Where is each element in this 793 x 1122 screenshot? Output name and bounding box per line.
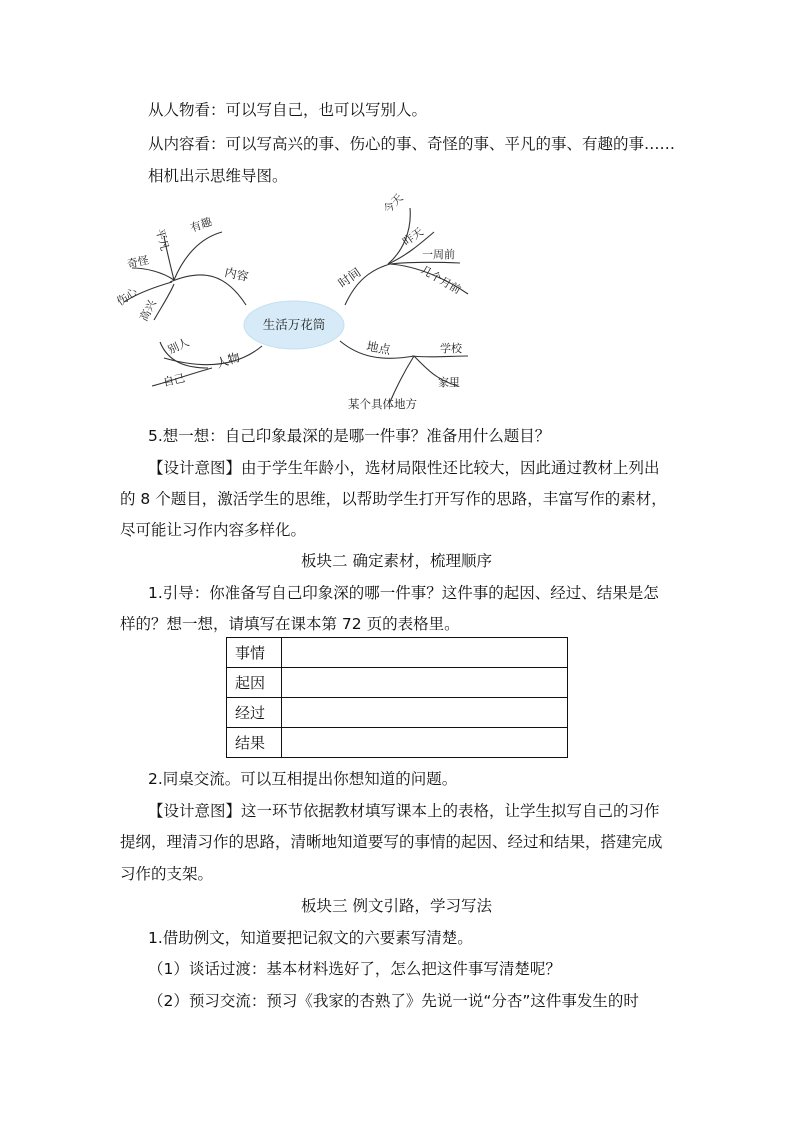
table-label-qiyin: 起因 bbox=[227, 668, 282, 698]
guide-line-1: 1.引导：你准备写自己印象深的哪一件事？这件事的起因、经过、结果是怎 bbox=[148, 584, 659, 602]
leaf-ziji: 自己 bbox=[161, 371, 187, 389]
table-cell-shiqing bbox=[282, 638, 568, 668]
paragraph-mindmap-intro: 相机出示思维导图。 bbox=[148, 167, 288, 185]
step-1-1: （1）谈话过渡：基本材料选好了，怎么把这件事写清楚呢？ bbox=[148, 960, 561, 978]
guide-line-2: 样的？想一想，请填写在课本第 72 页的表格里。 bbox=[120, 615, 460, 633]
leaf-jutididian: 某个具体地方 bbox=[348, 397, 417, 411]
step-1: 1.借助例文，知道要把记叙文的六要素写清楚。 bbox=[148, 929, 473, 947]
section-3-heading: 板块三 例文引路，学习写法 bbox=[301, 897, 492, 915]
design-intent-2-line-3: 习作的支架。 bbox=[120, 865, 214, 883]
branch-line-gaoxing bbox=[154, 284, 174, 320]
branch-label-time: 时间 bbox=[335, 265, 364, 291]
leaf-pingfan: 平凡 bbox=[153, 227, 172, 253]
exchange-paragraph: 2.同桌交流。可以互相提出你想知道的问题。 bbox=[148, 770, 458, 788]
leaf-bieren: 别人 bbox=[165, 335, 192, 357]
leaf-jiali: 家里 bbox=[438, 376, 460, 389]
leaf-shangxin: 伤心 bbox=[114, 285, 140, 309]
paragraph-people: 从人物看：可以写自己，也可以写别人。 bbox=[148, 101, 428, 119]
design-intent-1-line-2: 的 8 个题目，激活学生的思维，以帮助学生打开写作的思路，丰富写作的素材， bbox=[120, 490, 667, 508]
table-label-jieguo: 结果 bbox=[227, 728, 282, 758]
mind-map-center-label: 生活万花筒 bbox=[262, 317, 326, 332]
leaf-xuexiao: 学校 bbox=[440, 342, 462, 355]
mind-map bbox=[114, 191, 474, 414]
table-row bbox=[227, 638, 568, 668]
question-5: 5.想一想：自己印象最深的是哪一件事？准备用什么题目？ bbox=[148, 427, 551, 445]
leaf-zuotian: 昨天 bbox=[400, 225, 426, 249]
table-row bbox=[227, 698, 568, 728]
leaf-gaoxing: 高兴 bbox=[137, 297, 159, 324]
branch-label-content: 内容 bbox=[223, 265, 250, 284]
table-row bbox=[227, 668, 568, 698]
leaf-qiguai: 奇怪 bbox=[125, 253, 151, 271]
table-cell-jieguo bbox=[282, 728, 568, 758]
design-intent-2-line-1: 【设计意图】这一环节依据教材填写课本上的表格，让学生拟写自己的习作 bbox=[148, 802, 660, 820]
table-label-shiqing: 事情 bbox=[227, 638, 282, 668]
design-intent-2-line-2: 提纲，理清习作的思路，清晰地知道要写的事情的起因、经过和结果，搭建完成 bbox=[120, 833, 663, 851]
leaf-yizhouqian: 一周前 bbox=[422, 248, 455, 261]
table-cell-qiyin bbox=[282, 668, 568, 698]
branch-label-people: 人物 bbox=[214, 350, 242, 371]
branch-line-xuexiao bbox=[412, 356, 468, 357]
leaf-jigeyueqian: 几个月前 bbox=[418, 263, 464, 297]
event-table bbox=[226, 637, 568, 758]
section-2-heading: 板块二 确定素材，梳理顺序 bbox=[301, 552, 492, 570]
table-cell-jingguo bbox=[282, 698, 568, 728]
branch-line-jutididian bbox=[390, 356, 414, 402]
branch-label-place: 地点 bbox=[365, 339, 392, 358]
step-1-2: （2）预习交流：预习《我家的杏熟了》先说一说“分杏”这件事发生的时 bbox=[148, 992, 639, 1010]
table-row bbox=[227, 728, 568, 758]
branch-line-qiguai bbox=[132, 268, 174, 280]
leaf-youqu: 有趣 bbox=[188, 215, 214, 235]
design-intent-1-line-3: 尽可能让习作内容多样化。 bbox=[120, 521, 307, 539]
design-intent-1-line-1: 【设计意图】由于学生年龄小，选材局限性还比较大，因此通过教材上列出 bbox=[148, 459, 660, 477]
leaf-jintian: 今天 bbox=[380, 191, 406, 217]
paragraph-content: 从内容看：可以写高兴的事、伤心的事、奇怪的事、平凡的事、有趣的事…… bbox=[148, 135, 676, 153]
branch-line-youqu bbox=[174, 232, 222, 280]
table-label-jingguo: 经过 bbox=[227, 698, 282, 728]
